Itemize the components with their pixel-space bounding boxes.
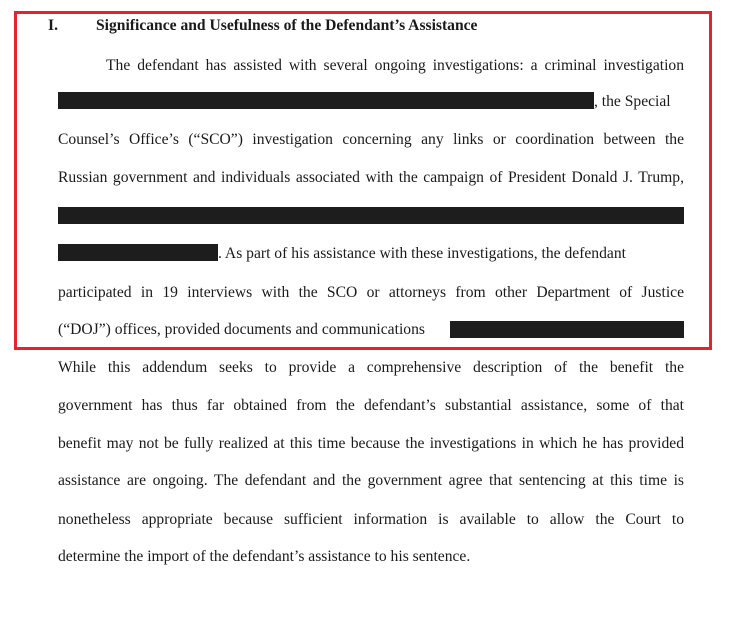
section-title: Significance and Usefulness of the Defendant’s Assistance: [96, 17, 478, 34]
paragraph1-line2: [58, 92, 684, 112]
paragraph2-line2: government has thus far obtained from the defendant’s substantial assistance, some of that: [58, 397, 684, 414]
paragraph2-line4: assistance are ongoing. The defendant and the government agree that sentencing at this time is: [58, 472, 684, 489]
paragraph2-line3: benefit may not be fully realized at this time because the investigations in which he has provided: [58, 435, 684, 452]
redaction-bar: [58, 244, 218, 261]
paragraph2-line6: determine the import of the defendant’s assistance to his sentence.: [58, 548, 471, 565]
redaction-bar-line8: [450, 321, 684, 338]
redaction-bar: [58, 92, 594, 109]
paragraph1-line6: [58, 244, 684, 264]
redaction-bar-full-line: [58, 207, 684, 224]
paragraph1-line6-text: . As part of his assistance with these investigations, the defendant: [218, 245, 626, 262]
paragraph2-line1: While this addendum seeks to provide a comprehensive description of the benefit the: [58, 359, 684, 376]
paragraph1-line7: participated in 19 interviews with the SCO or attorneys from other Department of Justice: [58, 284, 684, 301]
paragraph2-line5: nonetheless appropriate because sufficient information is available to allow the Court to: [58, 511, 684, 528]
section-number: I.: [48, 17, 58, 34]
paragraph1-line1: The defendant has assisted with several ongoing investigations: a criminal investigation: [106, 57, 684, 74]
paragraph1-line8-text: (“DOJ”) offices, provided documents and communications: [58, 321, 425, 338]
paragraph1-line2-text: , the Special: [594, 93, 671, 110]
paragraph1-line4: Russian government and individuals associated with the campaign of President Donald J. Trump,: [58, 169, 684, 186]
paragraph1-line3: Counsel’s Office’s (“SCO”) investigation concerning any links or coordination between the: [58, 131, 684, 148]
